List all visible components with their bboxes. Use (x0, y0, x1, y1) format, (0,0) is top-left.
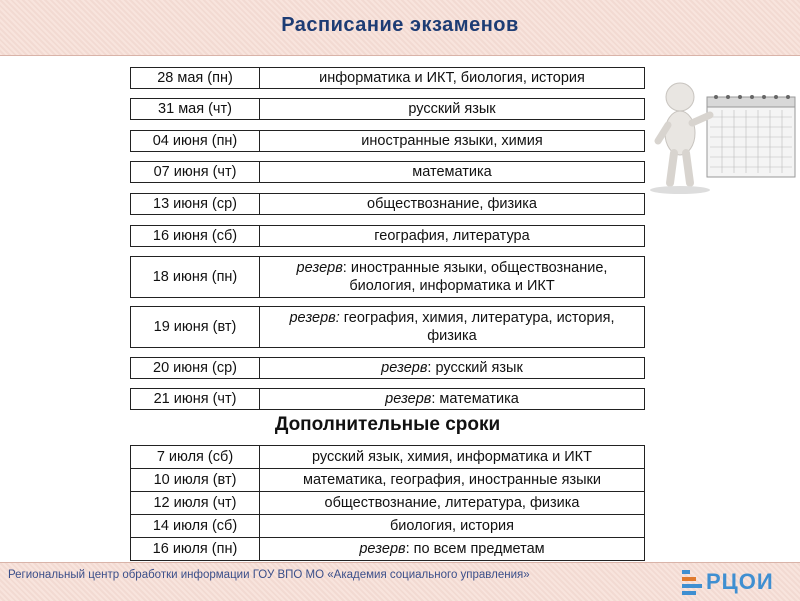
logo-text: РЦОИ (706, 569, 774, 594)
exam-date: 31 мая (чт) (131, 99, 260, 119)
additional-row (131, 538, 644, 560)
exam-date: 04 июня (пн) (131, 131, 260, 151)
reserve-label: резерв (385, 391, 432, 407)
subjects-text: математика (412, 164, 492, 180)
additional-subjects (260, 492, 644, 514)
additional-row (131, 515, 644, 538)
exam-subjects (260, 99, 644, 119)
additional-row (131, 469, 644, 492)
additional-row (131, 492, 644, 515)
exam-date: 20 июня (ср) (131, 358, 260, 378)
subjects-text: математика, география, иностранные языки (302, 472, 602, 488)
subjects-text: иностранные языки, химия (361, 133, 543, 149)
reserve-label: резерв: (289, 310, 340, 326)
additional-dates-table (130, 445, 645, 561)
additional-subjects (260, 446, 644, 468)
exam-date: 21 июня (чт) (131, 389, 260, 409)
exam-date: 07 июня (чт) (131, 162, 260, 182)
exam-row (130, 193, 645, 215)
additional-date: 16 июля (пн) (131, 538, 260, 560)
additional-subjects (260, 469, 644, 491)
exam-subjects (260, 131, 644, 151)
reserve-label: резерв (296, 260, 343, 276)
reserve-label: резерв (359, 541, 406, 557)
additional-subjects (260, 515, 644, 537)
exam-subjects (260, 257, 644, 297)
subjects-text: : математика (431, 391, 519, 407)
exam-row (130, 388, 645, 410)
subjects-text: обществознание, физика (367, 196, 537, 212)
page-title: Расписание экзаменов (281, 14, 519, 36)
exam-date: 18 июня (пн) (131, 257, 260, 297)
exam-date: 28 мая (пн) (131, 68, 260, 88)
subjects-text: русский язык, химия, информатика и ИКТ (312, 449, 592, 465)
subjects-text: : русский язык (427, 360, 523, 376)
additional-subjects (260, 538, 644, 560)
exam-row (130, 225, 645, 247)
additional-date: 7 июля (сб) (131, 446, 260, 468)
subjects-text: : иностранные языки, обществознание, биология, информатика и ИКТ (342, 260, 608, 294)
exam-row (130, 98, 645, 120)
exam-row (130, 357, 645, 379)
exam-subjects (260, 307, 644, 347)
exam-subjects (260, 358, 644, 378)
additional-date: 10 июля (вт) (131, 469, 260, 491)
exam-subjects (260, 68, 644, 88)
additional-date: 14 июля (сб) (131, 515, 260, 537)
subjects-text: география, литература (374, 228, 530, 244)
subjects-text: биология, история (389, 518, 515, 534)
exam-row (130, 161, 645, 183)
subjects-text: информатика и ИКТ, биология, история (319, 70, 585, 86)
reserve-label: резерв (381, 360, 428, 376)
exam-date: 16 июня (сб) (131, 226, 260, 246)
exam-date: 19 июня (вт) (131, 307, 260, 347)
figure-with-calendar-icon (650, 75, 800, 200)
exam-row (130, 256, 645, 298)
exam-row (130, 67, 645, 89)
exam-row (130, 130, 645, 152)
subjects-text: география, химия, литература, история, физика (339, 310, 615, 344)
exam-row (130, 306, 645, 348)
additional-row (131, 446, 644, 469)
subjects-text: обществознание, литература, физика (324, 495, 580, 511)
exam-subjects (260, 194, 644, 214)
footer-organization-text: Региональный центр обработки информации ГОУ ВПО МО «Академия социального управления» (8, 569, 530, 581)
subjects-text: русский язык (408, 101, 496, 117)
exam-date: 13 июня (ср) (131, 194, 260, 214)
exam-subjects (260, 162, 644, 182)
exam-subjects (260, 389, 644, 409)
additional-date: 12 июля (чт) (131, 492, 260, 514)
additional-dates-title: Дополнительные сроки (274, 414, 501, 435)
exam-subjects (260, 226, 644, 246)
subjects-text: : по всем предметам (405, 541, 545, 557)
